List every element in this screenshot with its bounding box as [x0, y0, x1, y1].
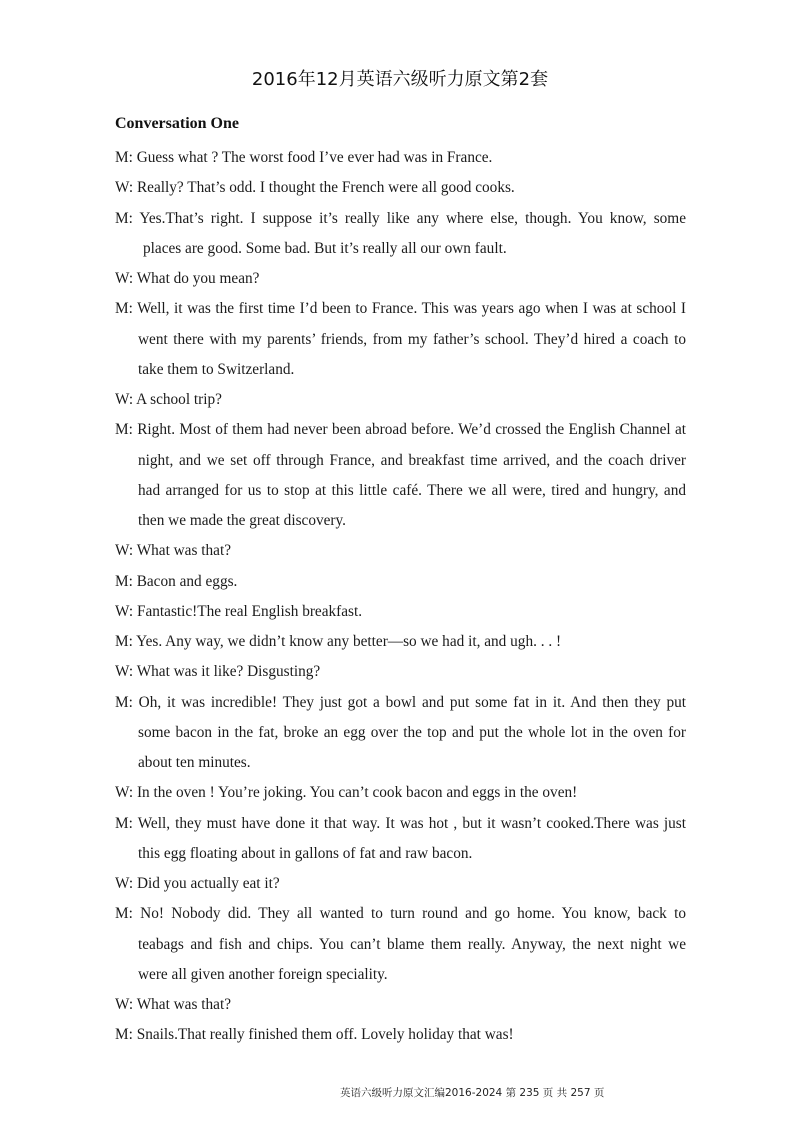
- speaker-label: W:: [115, 391, 134, 408]
- dialogue-line: [115, 990, 686, 1020]
- speaker-label: M:: [115, 1026, 133, 1044]
- dialogue-line: then we made the great discovery.: [138, 512, 346, 529]
- speaker-label: W:: [115, 179, 134, 197]
- speaker-label: W:: [115, 602, 134, 620]
- line-text: What do you mean?: [136, 270, 260, 287]
- speaker-label: M:: [115, 300, 133, 318]
- line-text: What was it like? Disgusting?: [136, 663, 321, 681]
- dialogue-line: teabags and fish and chips. You can’t blame them really. Anyway, the next night we: [138, 935, 686, 953]
- dialogue-line: [115, 627, 686, 657]
- dialogue-line: [115, 688, 686, 718]
- dialogue-turn: [115, 173, 686, 203]
- dialogue-turn: [115, 778, 686, 808]
- dialogue-turn: [115, 990, 686, 1020]
- line-text: No! Nobody did. They all wanted to turn round and go home. You know, back to: [140, 905, 686, 923]
- dialogue-line: [115, 597, 686, 627]
- speaker-label: W:: [115, 270, 134, 287]
- dialogue-line: [115, 204, 686, 234]
- dialogue-turn: [115, 567, 686, 597]
- dialogue-turn: [115, 869, 686, 899]
- dialogue-line: [115, 1020, 686, 1050]
- dialogue-line: night, and we set off through France, and breakfast time arrived, and the coach driver: [138, 451, 686, 469]
- line-text: Snails.That really finished them off. Lovely holiday that was!: [136, 1026, 514, 1044]
- line-text: Well, they must have done it that way. It was hot , but it wasn’t cooked.There was just: [137, 814, 686, 832]
- dialogue-line: went there with my parents’ friends, from my father’s school. They’d hired a coach to: [138, 330, 686, 348]
- dialogue-turn: [115, 899, 686, 990]
- dialogue-turn: [115, 264, 686, 294]
- dialogue-turn: [115, 597, 686, 627]
- dialogue-turn: [115, 294, 686, 385]
- dialogue-turn: [115, 657, 686, 687]
- line-text: A school trip?: [136, 391, 222, 408]
- speaker-label: M:: [115, 149, 133, 166]
- line-text: Bacon and eggs.: [136, 572, 238, 590]
- dialogue-line: had arranged for us to stop at this little café. There we all were, tired and hungry, and: [138, 481, 686, 499]
- speaker-label: W:: [115, 875, 134, 892]
- speaker-label: W:: [115, 542, 134, 560]
- speaker-label: W:: [115, 996, 134, 1013]
- dialogue-line: [115, 415, 686, 445]
- dialogue-line: this egg floating about in gallons of fat and raw bacon.: [138, 844, 473, 862]
- dialogue-turn: [115, 536, 686, 566]
- dialogue-line: [115, 143, 686, 173]
- speaker-label: M:: [115, 633, 133, 650]
- dialogue-turn: [115, 385, 686, 415]
- line-text: Well, it was the first time I’d been to France. This was years ago when I was at school I: [137, 300, 686, 318]
- dialogue-line: [115, 173, 686, 203]
- line-text: In the oven ! You’re joking. You can’t cook bacon and eggs in the oven!: [136, 784, 578, 802]
- dialogue-turn: [115, 415, 686, 536]
- speaker-label: M:: [115, 572, 133, 590]
- line-text: What was that?: [136, 996, 231, 1013]
- page-title: 2016年12月英语六级听力原文第2套: [251, 69, 549, 90]
- line-text: Oh, it was incredible! They just got a bowl and put some fat in it. And then they put: [138, 693, 686, 711]
- line-text: Did you actually eat it?: [136, 875, 280, 892]
- dialogue-turn: [115, 627, 686, 657]
- dialogue-line: [115, 899, 686, 929]
- dialogue-line: take them to Switzerland.: [138, 360, 295, 378]
- dialogue-line: [115, 567, 686, 597]
- page-footer: 英语六级听力原文汇编2016-2024 第 235 页 共 257 页: [340, 1087, 605, 1099]
- line-text: Yes. Any way, we didn’t know any better—so we had it, and ugh. . . !: [136, 633, 562, 650]
- speaker-label: M:: [115, 209, 133, 227]
- dialogue-turn: [115, 809, 686, 870]
- dialogue-turn: [115, 204, 686, 265]
- section-heading: Conversation One: [115, 115, 239, 132]
- speaker-label: W:: [115, 784, 134, 802]
- line-text: Guess what ? The worst food I’ve ever had was in France.: [136, 149, 493, 166]
- dialogue-turn: [115, 688, 686, 779]
- dialogue-line: [115, 264, 686, 294]
- speaker-label: W:: [115, 663, 134, 681]
- dialogue-transcript: [115, 143, 686, 1051]
- speaker-label: M:: [115, 814, 133, 832]
- speaker-label: M:: [115, 421, 133, 439]
- speaker-label: M:: [115, 693, 133, 711]
- line-text: Yes.That’s right. I suppose it’s really like any where else, though. You know, some: [139, 209, 686, 227]
- dialogue-line: [115, 657, 686, 687]
- dialogue-line: [115, 778, 686, 808]
- line-text: Fantastic!The real English breakfast.: [136, 602, 363, 620]
- dialogue-line: about ten minutes.: [138, 754, 251, 771]
- speaker-label: M:: [115, 905, 133, 923]
- dialogue-line: were all given another foreign speciality.: [138, 965, 388, 983]
- dialogue-turn: [115, 1020, 686, 1050]
- dialogue-line: [115, 809, 686, 839]
- dialogue-line: [115, 869, 686, 899]
- dialogue-turn: [115, 143, 686, 173]
- line-text: Right. Most of them had never been abroad before. We’d crossed the English Channel at: [137, 421, 687, 439]
- dialogue-line: [115, 536, 686, 566]
- dialogue-line: places are good. Some bad. But it’s really all our own fault.: [143, 239, 507, 257]
- dialogue-line: [115, 294, 686, 324]
- dialogue-line: [115, 385, 686, 415]
- line-text: Really? That’s odd. I thought the French were all good cooks.: [136, 179, 515, 197]
- dialogue-line: some bacon in the fat, broke an egg over the top and put the whole lot in the oven for: [138, 723, 686, 741]
- line-text: What was that?: [136, 542, 231, 560]
